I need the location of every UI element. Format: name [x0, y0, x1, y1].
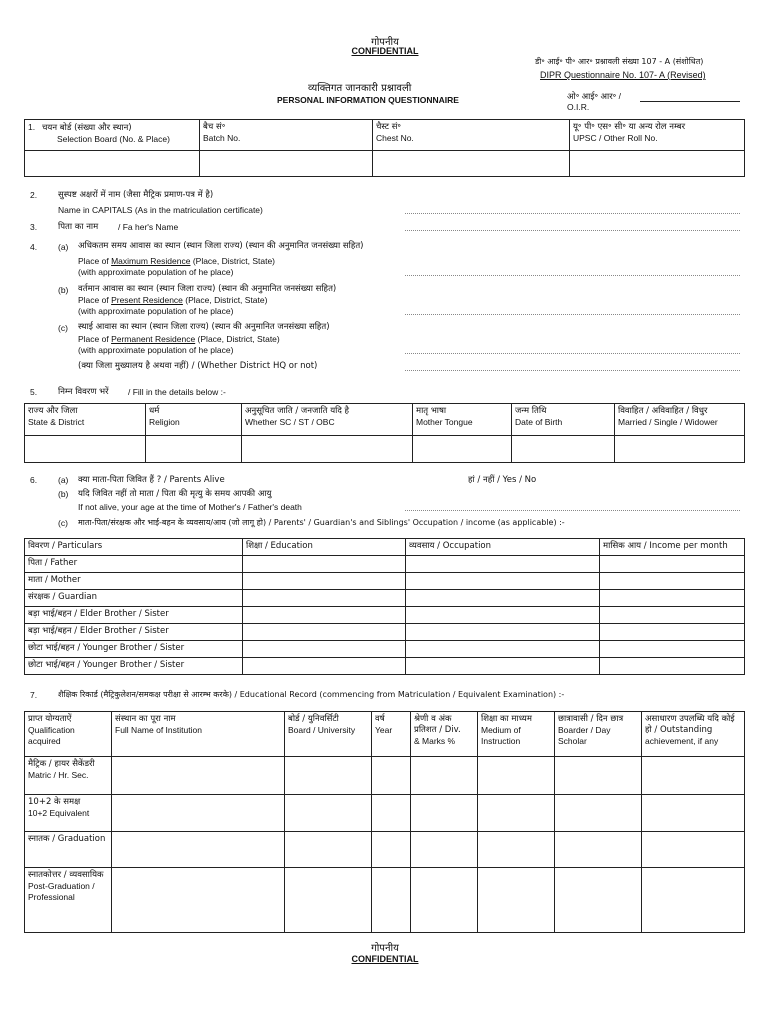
10plus2-label: 10+2 Equivalent — [28, 808, 90, 818]
elder-sibling-1-income-field[interactable] — [600, 607, 745, 624]
chest-no-field[interactable] — [373, 151, 570, 177]
elder-sibling-2-income-field[interactable] — [600, 624, 745, 641]
maximum-residence-field[interactable] — [405, 275, 740, 276]
state-district-field[interactable] — [25, 436, 146, 463]
elder-sibling-2-education-field[interactable] — [243, 624, 406, 641]
q4b-text-en — [78, 295, 267, 305]
roll-no-label: UPSC / Other Roll No. — [573, 133, 658, 143]
father-occupation-field[interactable] — [406, 556, 600, 573]
present-residence-field[interactable] — [405, 314, 740, 315]
medium-label: Medium of Instruction — [481, 725, 521, 746]
q4c-prefix: Place of — [78, 334, 112, 344]
q4c-district-hq-note: (क्या जिला मुख्यालय है अथवा नहीं) / (Whether District HQ or not) — [78, 361, 318, 371]
batch-no-header — [200, 120, 373, 151]
year-label: Year — [375, 725, 393, 735]
table-row — [25, 624, 745, 641]
graduation-boarder-field[interactable] — [555, 832, 642, 868]
religion-header — [146, 404, 242, 436]
religion-field[interactable] — [146, 436, 242, 463]
q3-number: 3. — [30, 222, 38, 232]
oir-label: ओ॰ आई॰ आर॰ / O.I.R. — [567, 91, 622, 112]
younger-sibling-2-occupation-field[interactable] — [406, 658, 600, 675]
elder-sibling-1-occupation-field[interactable] — [406, 607, 600, 624]
dob-label: Date of Birth — [515, 417, 563, 427]
qualification-label: Qualification acquired — [28, 725, 75, 746]
matric-board-field[interactable] — [285, 757, 372, 795]
pg-medium-field[interactable] — [478, 868, 555, 933]
row-label-elder-sibling-2: बड़ा भाई/बहन / Elder Brother / Sister — [25, 624, 243, 641]
institution-label: Full Name of Institution — [115, 725, 202, 735]
table-row — [25, 658, 745, 675]
q6a-label: (a) — [58, 475, 69, 485]
q6b-text: If not alive, your age at the time of Mother's / Father's death — [78, 502, 302, 512]
q4a-population-note: (with approximate population of he place) — [78, 267, 234, 277]
marital-status-header — [615, 404, 745, 436]
division-marks-label: & Marks % — [414, 736, 456, 746]
selection-board-label-hi: चयन बोर्ड (संख्या और स्थान) — [42, 123, 132, 133]
table-row — [25, 757, 745, 795]
dob-header — [512, 404, 615, 436]
row-label-younger-sibling-2: छोटा भाई/बहन / Younger Brother / Sister — [25, 658, 243, 675]
income-header: मासिक आय / Income per month — [600, 539, 745, 556]
batch-no-label: Batch No. — [203, 133, 241, 143]
row-label-post-graduation — [25, 868, 112, 933]
section1-number: 1. — [28, 122, 36, 132]
board-university-header — [285, 712, 372, 757]
district-hq-field[interactable] — [405, 370, 740, 371]
selection-board-header — [25, 120, 200, 151]
post-graduation-label: Post-Graduation / Professional — [28, 881, 95, 902]
roll-no-header — [570, 120, 745, 151]
graduation-medium-field[interactable] — [478, 832, 555, 868]
section1-table — [24, 119, 745, 177]
q4b-prefix: Place of — [78, 295, 112, 305]
footer-gopniya: गोपनीय — [371, 943, 399, 954]
sc-st-obc-header — [242, 404, 413, 436]
mother-occupation-field[interactable] — [406, 573, 600, 590]
division-marks-label-hi: श्रेणी व अंक प्रतिशत / Div. — [414, 714, 461, 735]
matric-achievement-field[interactable] — [642, 757, 745, 795]
graduation-marks-field[interactable] — [411, 832, 478, 868]
pg-achievement-field[interactable] — [642, 868, 745, 933]
10plus2-boarder-field[interactable] — [555, 795, 642, 832]
table-row — [25, 607, 745, 624]
achievement-label-hi: असाधारण उपलब्धि यदि कोई हो / Outstanding — [645, 714, 735, 735]
q4b-population-note: (with approximate population of he place) — [78, 306, 234, 316]
boarder-label-hi: छात्रावासी / दिन छात्र — [558, 714, 624, 724]
q4-number: 4. — [30, 242, 38, 252]
chest-no-header — [373, 120, 570, 151]
q7-text: शैक्षिक रिकार्ड (मैट्रिकुलेशन/समकक्ष परीक्षा से आरम्भ करके) / Educational Record (commencing from Matriculation / Equivalent Examination) :- — [58, 690, 565, 699]
pg-board-field[interactable] — [285, 868, 372, 933]
row-label-matric — [25, 757, 112, 795]
chest-no-label-hi: चैस्ट सं॰ — [376, 122, 402, 132]
title-hindi: व्यक्तिगत जानकारी प्रश्नावली — [308, 83, 412, 94]
q4c-permanent-residence: Permanent Residence — [111, 334, 196, 344]
dob-label-hi: जन्म तिथि — [515, 406, 547, 416]
matric-medium-field[interactable] — [478, 757, 555, 795]
q4c-population-note: (with approximate population of he place) — [78, 345, 234, 355]
medium-label-hi: शिक्षा का माध्यम — [481, 714, 532, 724]
guardian-occupation-field[interactable] — [406, 590, 600, 607]
q2-label: Name in CAPITALS (As in the matriculation certificate) — [58, 205, 263, 215]
board-university-label-hi: बोर्ड / युनिवर्सिटी — [288, 714, 339, 724]
oir-field[interactable] — [640, 101, 740, 102]
dipr-number-hindi: डी॰ आई॰ पी॰ आर॰ प्रश्नावली संख्या 107 - A (संशोधित) — [535, 57, 704, 66]
row-label-younger-sibling-1: छोटा भाई/बहन / Younger Brother / Sister — [25, 641, 243, 658]
q5-label-hi: निम्न विवरण भरें — [58, 387, 109, 397]
batch-no-label-hi: बैच सं॰ — [203, 122, 226, 132]
table-row — [25, 590, 745, 607]
boarder-header — [555, 712, 642, 757]
matric-boarder-field[interactable] — [555, 757, 642, 795]
chest-no-label: Chest No. — [376, 133, 414, 143]
row-label-elder-sibling-1: बड़ा भाई/बहन / Elder Brother / Sister — [25, 607, 243, 624]
batch-no-field[interactable] — [200, 151, 373, 177]
medium-header — [478, 712, 555, 757]
mother-income-field[interactable] — [600, 573, 745, 590]
graduation-label: स्नातक / Graduation — [28, 834, 106, 844]
q4b-text-hi: वर्तमान आवास का स्थान (स्थान जिला राज्य) (स्थान की अनुमानित जनसंख्या सहित) — [78, 284, 337, 294]
personal-details-table — [24, 403, 745, 463]
qualification-header — [25, 712, 112, 757]
q4c-label: (c) — [58, 323, 68, 333]
roll-no-label-hi: यू॰ पी॰ एस॰ सी॰ या अन्य रोल नम्बर — [573, 122, 686, 132]
younger-sibling-1-education-field[interactable] — [243, 641, 406, 658]
q7-number: 7. — [30, 690, 38, 700]
pg-year-field[interactable] — [372, 868, 411, 933]
graduation-year-field[interactable] — [372, 832, 411, 868]
elder-sibling-1-education-field[interactable] — [243, 607, 406, 624]
q6a-text: क्या माता-पिता जिवित हैं ? / Parents Alive — [78, 475, 225, 485]
roll-no-field[interactable] — [570, 151, 745, 177]
row-label-father: पिता / Father — [25, 556, 243, 573]
pg-boarder-field[interactable] — [555, 868, 642, 933]
post-graduation-label-hi: स्नातकोत्तर / व्यवसायिक — [28, 870, 104, 880]
educational-record-header — [25, 712, 745, 757]
table-row — [25, 795, 745, 832]
father-income-field[interactable] — [600, 556, 745, 573]
age-at-death-field[interactable] — [405, 510, 740, 511]
graduation-achievement-field[interactable] — [642, 832, 745, 868]
matric-year-field[interactable] — [372, 757, 411, 795]
guardian-income-field[interactable] — [600, 590, 745, 607]
achievement-header — [642, 712, 745, 757]
10plus2-achievement-field[interactable] — [642, 795, 745, 832]
family-occupation-header — [25, 539, 745, 556]
q3-label-hi: पिता का नाम — [58, 222, 99, 232]
mother-tongue-field[interactable] — [413, 436, 512, 463]
10plus2-year-field[interactable] — [372, 795, 411, 832]
header-gopniya: गोपनीय — [371, 37, 399, 48]
row-label-guardian: संरक्षक / Guardian — [25, 590, 243, 607]
state-district-label-hi: राज्य और जिला — [28, 406, 78, 416]
q4a-maximum-residence: Maximum Residence — [111, 256, 191, 266]
religion-label-hi: धर्म — [149, 406, 160, 416]
dob-field[interactable] — [512, 436, 615, 463]
table-row — [25, 868, 745, 933]
q3-label: / Fa her's Name — [118, 222, 179, 232]
pg-marks-field[interactable] — [411, 868, 478, 933]
marital-status-label: Married / Single / Widower — [618, 417, 718, 427]
q6b-text-hi: यदि जिवित नहीं तो माता / पिता की मृत्यु के समय आपकी आयु — [78, 489, 272, 499]
younger-sibling-2-income-field[interactable] — [600, 658, 745, 675]
selection-board-field[interactable] — [25, 151, 200, 177]
sc-st-obc-field[interactable] — [242, 436, 413, 463]
q6c-label: (c) — [58, 518, 68, 528]
q4b-label: (b) — [58, 285, 69, 295]
education-header: शिक्षा / Education — [243, 539, 406, 556]
graduation-institution-field[interactable] — [112, 832, 285, 868]
q2-label-hi: सुस्पष्ट अक्षरों में नाम (जैसा मैट्रिक प्रमाण-पत्र में है) — [58, 190, 214, 200]
matric-label-hi: मैट्रिक / हायर सैकेंडरी — [28, 759, 95, 769]
table-row — [25, 832, 745, 868]
q4a-text-en — [78, 256, 275, 266]
q6b-label: (b) — [58, 489, 69, 499]
year-header — [372, 712, 411, 757]
marital-status-label-hi: विवाहित / अविवाहित / विधुर — [618, 406, 708, 416]
name-field[interactable] — [405, 213, 740, 214]
table-row — [25, 641, 745, 658]
matric-label: Matric / Hr. Sec. — [28, 770, 89, 780]
dipr-number: DIPR Questionnaire No. 107- A (Revised) — [540, 70, 706, 80]
q6-number: 6. — [30, 475, 38, 485]
mother-tongue-header — [413, 404, 512, 436]
table-row — [25, 573, 745, 590]
q2-number: 2. — [30, 190, 38, 200]
q5-label: / Fill in the details below :- — [128, 387, 226, 397]
achievement-label: achievement, if any — [645, 736, 719, 746]
mother-tongue-label: Mother Tongue — [416, 417, 473, 427]
parents-alive-answer[interactable]: हां / नहीं / Yes / No — [468, 475, 537, 485]
row-label-10plus2 — [25, 795, 112, 832]
q4c-suffix: (Place, District, State) — [195, 334, 280, 344]
q4a-text-hi: अधिकतम समय आवास का स्थान (स्थान जिला राज्य) (स्थान की अनुमानित जनसंख्या सहित) — [78, 241, 364, 251]
footer-confidential: CONFIDENTIAL — [351, 954, 419, 964]
father-education-field[interactable] — [243, 556, 406, 573]
state-district-header — [25, 404, 146, 436]
10plus2-board-field[interactable] — [285, 795, 372, 832]
occupation-header: व्यवसाय / Occupation — [406, 539, 600, 556]
10plus2-label-hi: 10+2 के समक्ष — [28, 797, 81, 807]
q4b-present-residence: Present Residence — [111, 295, 183, 305]
mother-education-field[interactable] — [243, 573, 406, 590]
institution-header — [112, 712, 285, 757]
q6c-text: माता-पिता/संरक्षक और भाई-बहन के व्यवसाय/आय (जो लागू हो) / Parents' / Guardian's and Siblings' Occupation / income (as applicable) :- — [78, 518, 565, 527]
graduation-board-field[interactable] — [285, 832, 372, 868]
title-english: PERSONAL INFORMATION QUESTIONNAIRE — [277, 95, 459, 105]
boarder-label: Boarder / Day Scholar — [558, 725, 611, 746]
sc-st-obc-label-hi: अनुसूचित जाति / जनजाति यदि है — [245, 406, 350, 416]
personal-details-header — [25, 404, 745, 436]
q4a-label: (a) — [58, 242, 69, 252]
educational-record-table — [24, 711, 745, 933]
q4a-prefix: Place of — [78, 256, 112, 266]
religion-label: Religion — [149, 417, 180, 427]
marital-status-field[interactable] — [615, 436, 745, 463]
10plus2-medium-field[interactable] — [478, 795, 555, 832]
fathers-name-field[interactable] — [405, 230, 740, 231]
q4c-text-en — [78, 334, 280, 344]
q4b-suffix: (Place, District, State) — [182, 295, 268, 305]
younger-sibling-2-education-field[interactable] — [243, 658, 406, 675]
board-university-label: Board / University — [288, 725, 356, 735]
family-occupation-table — [24, 538, 745, 675]
header-confidential: CONFIDENTIAL — [351, 46, 419, 56]
10plus2-institution-field[interactable] — [112, 795, 285, 832]
particulars-header: विवरण / Particulars — [25, 539, 243, 556]
guardian-education-field[interactable] — [243, 590, 406, 607]
qualification-label-hi: प्राप्त योग्यताऐं — [28, 714, 72, 724]
row-label-mother: माता / Mother — [25, 573, 243, 590]
division-marks-header — [411, 712, 478, 757]
year-label-hi: वर्ष — [375, 714, 385, 724]
mother-tongue-label-hi: मातृ भाषा — [416, 406, 447, 416]
q5-number: 5. — [30, 387, 38, 397]
q4a-suffix: (Place, District, State) — [190, 256, 276, 266]
table-row — [25, 556, 745, 573]
matric-marks-field[interactable] — [411, 757, 478, 795]
10plus2-marks-field[interactable] — [411, 795, 478, 832]
elder-sibling-2-occupation-field[interactable] — [406, 624, 600, 641]
q4c-text-hi: स्थाई आवास का स्थान (स्थान जिला राज्य) (स्थान की अनुमानित जनसंख्या सहित) — [78, 322, 330, 332]
sc-st-obc-label: Whether SC / ST / OBC — [245, 417, 335, 427]
pg-institution-field[interactable] — [112, 868, 285, 933]
matric-institution-field[interactable] — [112, 757, 285, 795]
younger-sibling-1-occupation-field[interactable] — [406, 641, 600, 658]
younger-sibling-1-income-field[interactable] — [600, 641, 745, 658]
state-district-label: State & District — [28, 417, 85, 427]
selection-board-label: Selection Board (No. & Place) — [57, 134, 170, 144]
permanent-residence-field[interactable] — [405, 353, 740, 354]
institution-label-hi: संस्थान का पूरा नाम — [115, 714, 176, 724]
row-label-graduation — [25, 832, 112, 868]
